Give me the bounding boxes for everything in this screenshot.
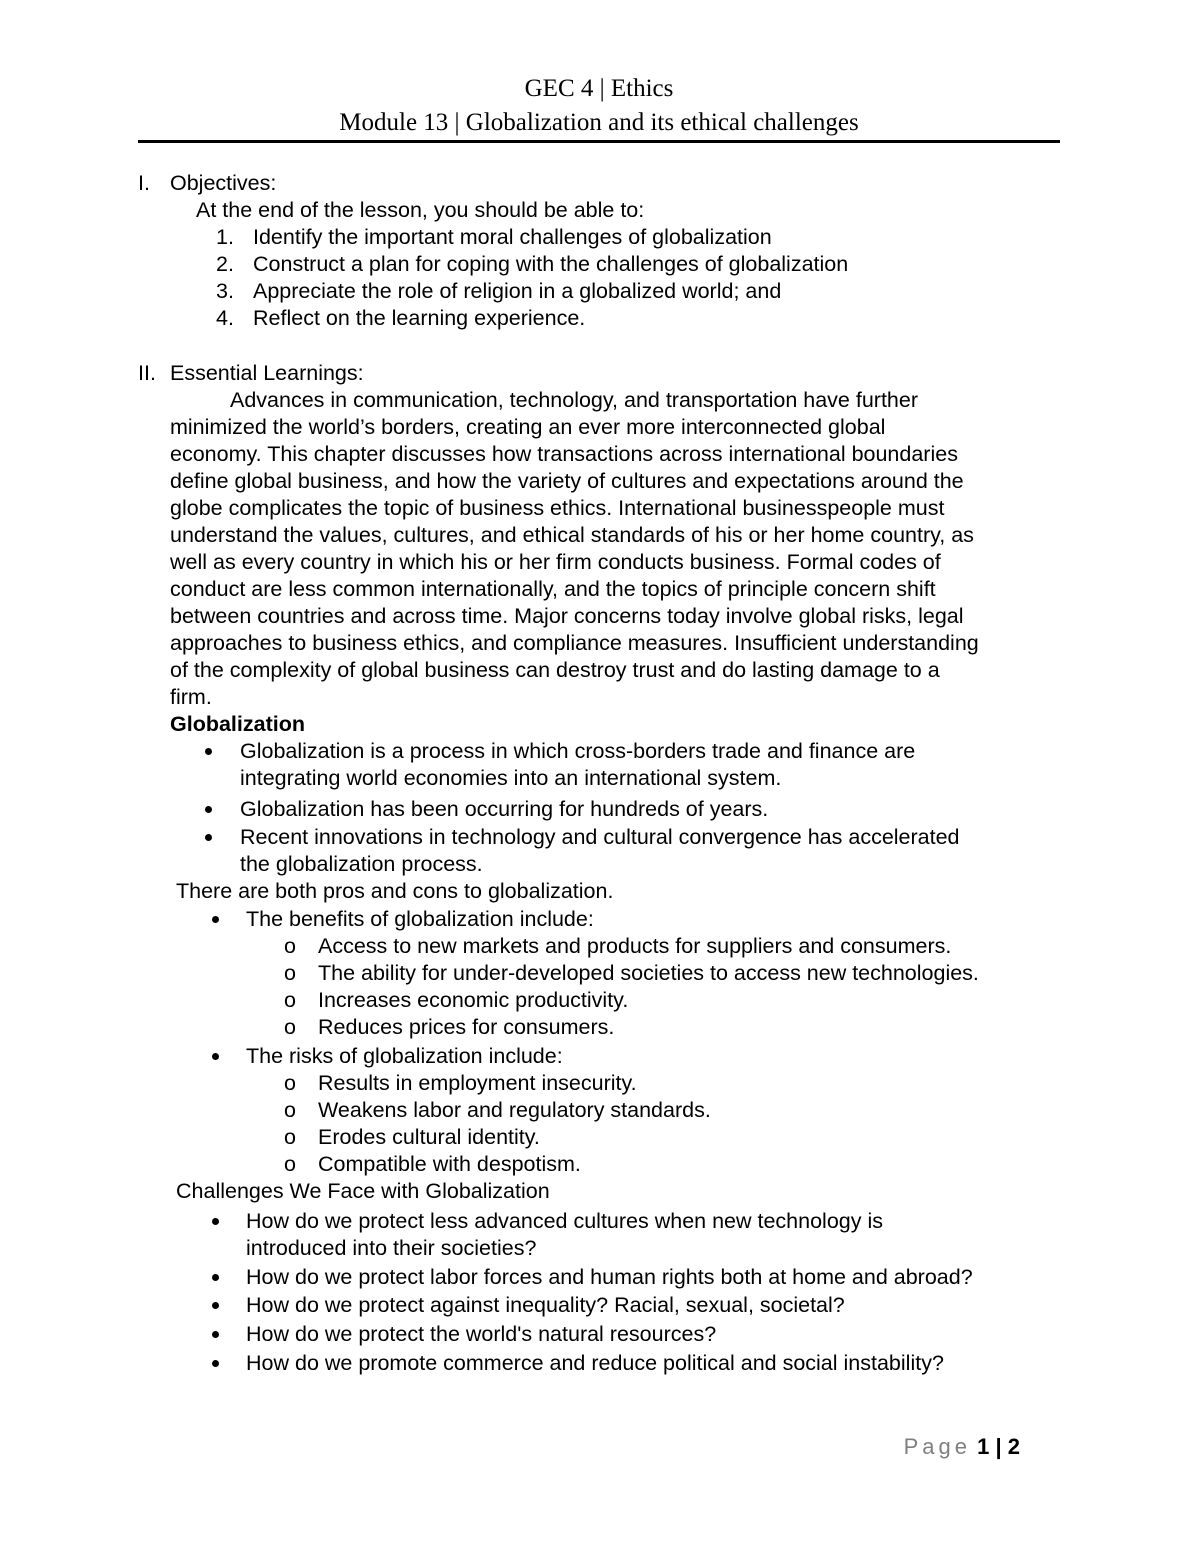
challenges-heading: Challenges We Face with Globalization bbox=[176, 1179, 550, 1203]
paragraph-line: globe complicates the topic of business ethics. International businesspeople must bbox=[170, 496, 945, 520]
objective-item: Construct a plan for coping with the challenges of globalization bbox=[253, 252, 849, 276]
bullet-icon bbox=[212, 1360, 219, 1367]
circle-bullet-icon: o bbox=[284, 1015, 296, 1039]
bullet-icon bbox=[212, 1218, 219, 1225]
paragraph-line: Advances in communication, technology, and transportation have further bbox=[230, 388, 918, 412]
paragraph-line: firm. bbox=[170, 685, 212, 709]
risk-item: Compatible with despotism. bbox=[318, 1152, 581, 1176]
risk-item: Weakens labor and regulatory standards. bbox=[318, 1098, 711, 1122]
pros-cons-intro: There are both pros and cons to globalization. bbox=[176, 879, 614, 903]
challenge-item: How do we promote commerce and reduce political and social instability? bbox=[246, 1351, 944, 1375]
paragraph-line: economy. This chapter discusses how transactions across international boundaries bbox=[170, 442, 958, 466]
objective-number: 4. bbox=[216, 306, 234, 330]
challenge-item: How do we protect labor forces and human rights both at home and abroad? bbox=[246, 1265, 973, 1289]
objective-number: 3. bbox=[216, 279, 234, 303]
bullet-icon bbox=[205, 748, 212, 755]
objective-item: Identify the important moral challenges of globalization bbox=[253, 225, 772, 249]
benefit-item: Reduces prices for consumers. bbox=[318, 1015, 615, 1039]
circle-bullet-icon: o bbox=[284, 1098, 296, 1122]
bullet-icon bbox=[212, 1053, 219, 1060]
page-separator: | bbox=[995, 1434, 1002, 1459]
bullet-icon bbox=[205, 834, 212, 841]
benefit-item: Access to new markets and products for suppliers and consumers. bbox=[318, 934, 952, 958]
paragraph-line: well as every country in which his or her firm conducts business. Formal codes of bbox=[170, 550, 941, 574]
header-rule bbox=[138, 140, 1060, 143]
benefits-label: The benefits of globalization include: bbox=[246, 907, 594, 931]
bullet-icon bbox=[212, 1331, 219, 1338]
circle-bullet-icon: o bbox=[284, 934, 296, 958]
bullet-text: integrating world economies into an international system. bbox=[240, 766, 782, 790]
circle-bullet-icon: o bbox=[284, 1152, 296, 1176]
challenge-item: How do we protect less advanced cultures when new technology is bbox=[246, 1209, 883, 1233]
circle-bullet-icon: o bbox=[284, 961, 296, 985]
challenge-item: How do we protect the world's natural resources? bbox=[246, 1322, 717, 1346]
paragraph-line: minimized the world’s borders, creating an ever more interconnected global bbox=[170, 415, 886, 439]
course-title: GEC 4 | Ethics bbox=[524, 75, 674, 102]
challenge-item: introduced into their societies? bbox=[246, 1236, 537, 1260]
objectives-intro: At the end of the lesson, you should be able to: bbox=[196, 198, 645, 222]
page-current: 1 bbox=[977, 1434, 990, 1459]
globalization-heading: Globalization bbox=[170, 712, 305, 736]
bullet-text: Globalization has been occurring for hundreds of years. bbox=[240, 797, 769, 821]
objectives-heading: Objectives: bbox=[170, 171, 277, 195]
section-numeral-objectives: I. bbox=[138, 171, 150, 195]
paragraph-line: understand the values, cultures, and ethical standards of his or her home country, as bbox=[170, 523, 974, 547]
objective-item: Reflect on the learning experience. bbox=[253, 306, 586, 330]
bullet-text: the globalization process. bbox=[240, 852, 483, 876]
risk-item: Results in employment insecurity. bbox=[318, 1071, 637, 1095]
paragraph-line: of the complexity of global business can destroy trust and do lasting damage to a bbox=[170, 658, 940, 682]
section-numeral-essential: II. bbox=[138, 361, 156, 385]
page-footer bbox=[880, 1432, 1020, 1462]
benefit-item: The ability for under-developed societies to access new technologies. bbox=[318, 961, 979, 985]
paragraph-line: approaches to business ethics, and compliance measures. Insufficient understanding bbox=[170, 631, 979, 655]
objective-number: 1. bbox=[216, 225, 234, 249]
page-label: Page bbox=[903, 1434, 971, 1459]
objective-item: Appreciate the role of religion in a globalized world; and bbox=[253, 279, 782, 303]
circle-bullet-icon: o bbox=[284, 1125, 296, 1149]
circle-bullet-icon: o bbox=[284, 1071, 296, 1095]
risk-item: Erodes cultural identity. bbox=[318, 1125, 540, 1149]
paragraph-line: conduct are less common internationally, and the topics of principle concern shift bbox=[170, 577, 936, 601]
bullet-text: Recent innovations in technology and cultural convergence has accelerated bbox=[240, 825, 960, 849]
essential-heading: Essential Learnings: bbox=[170, 361, 364, 385]
risks-label: The risks of globalization include: bbox=[246, 1044, 563, 1068]
benefit-item: Increases economic productivity. bbox=[318, 988, 629, 1012]
challenge-item: How do we protect against inequality? Racial, sexual, societal? bbox=[246, 1293, 845, 1317]
objective-number: 2. bbox=[216, 252, 234, 276]
bullet-icon bbox=[212, 916, 219, 923]
page-total: 2 bbox=[1007, 1434, 1020, 1459]
bullet-icon bbox=[212, 1274, 219, 1281]
paragraph-line: between countries and across time. Major concerns today involve global risks, legal bbox=[170, 604, 964, 628]
bullet-icon bbox=[212, 1302, 219, 1309]
paragraph-line: define global business, and how the variety of cultures and expectations around the bbox=[170, 469, 964, 493]
module-title: Module 13 | Globalization and its ethical challenges bbox=[339, 109, 859, 136]
circle-bullet-icon: o bbox=[284, 988, 296, 1012]
bullet-text: Globalization is a process in which cross-borders trade and finance are bbox=[240, 739, 916, 763]
bullet-icon bbox=[205, 806, 212, 813]
